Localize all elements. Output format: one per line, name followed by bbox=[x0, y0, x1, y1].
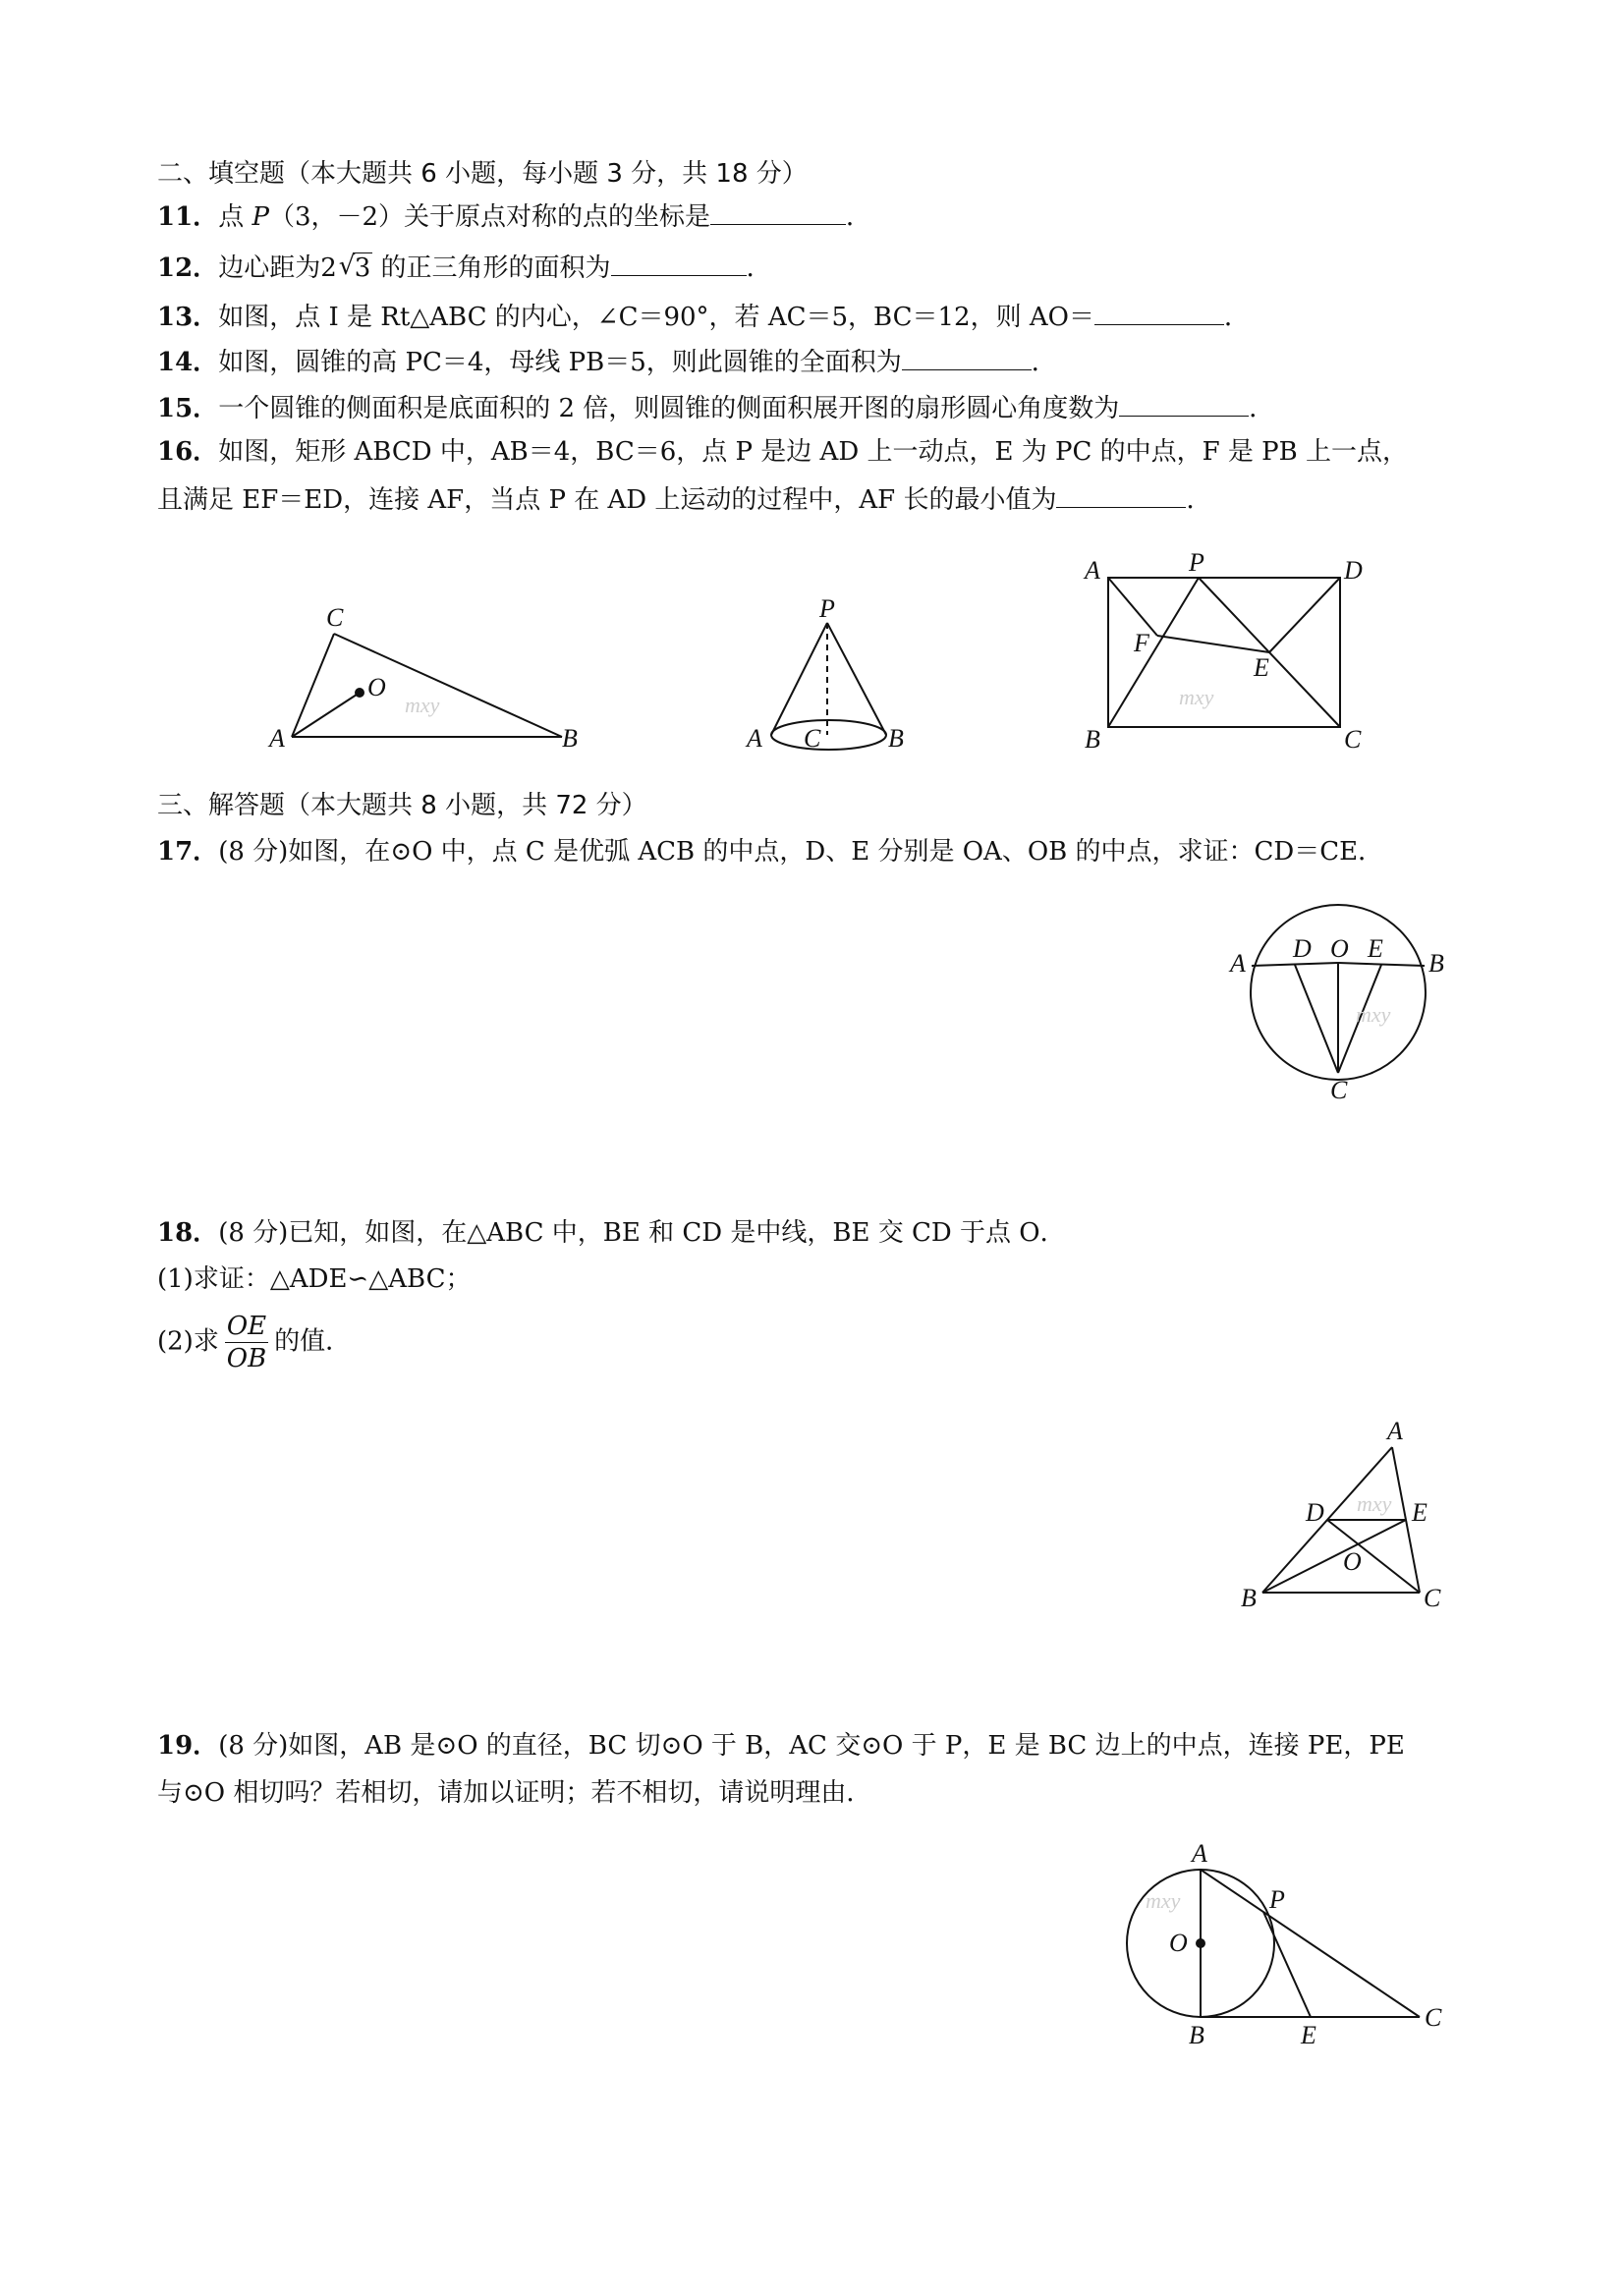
question-number: 18． bbox=[157, 1218, 219, 1248]
question-text: 如图，圆锥的高 PC＝4，母线 PB＝5，则此圆锥的全面积为 bbox=[218, 348, 902, 377]
figure-16-rectangle bbox=[1081, 545, 1375, 761]
label-c: C bbox=[804, 724, 821, 753]
fraction bbox=[225, 1311, 268, 1374]
label-o: O bbox=[1330, 934, 1349, 963]
question-number: 15． bbox=[157, 394, 219, 423]
question-text: 边心距为 bbox=[218, 253, 321, 283]
label-d: D bbox=[1344, 556, 1363, 585]
label-c: C bbox=[326, 603, 344, 632]
figure-17-circle bbox=[1228, 884, 1464, 1110]
watermark: mxy bbox=[1146, 1888, 1181, 1913]
label-c: C bbox=[1344, 725, 1362, 754]
question-text: 且满足 EF＝ED，连接 AF，当点 P 在 AD 上运动的过程中，AF 长的最小值为 bbox=[157, 485, 1057, 515]
question-text: 的值． bbox=[274, 1326, 352, 1357]
label-b: B bbox=[562, 724, 578, 753]
label-c: C bbox=[1330, 1076, 1348, 1104]
question-19-line-1 bbox=[157, 1729, 1405, 1763]
figure-19-tangent-circle bbox=[1100, 1827, 1454, 2063]
question-text: 如图，矩形 ABCD 中，AB＝4，BC＝6，点 P 是边 AD 上一动点，E 为 PC 的中点，F 是 PB 上一点， bbox=[218, 437, 1409, 467]
label-b: B bbox=[1189, 2021, 1204, 2049]
label-b: B bbox=[1085, 725, 1100, 754]
question-variable: P bbox=[252, 202, 269, 232]
label-e: E bbox=[1254, 653, 1269, 682]
question-19-line-2 bbox=[157, 1776, 871, 1810]
question-number: 19． bbox=[157, 1731, 219, 1761]
section-2-header: 二、填空题（本大题共 6 小题，每小题 3 分，共 18 分） bbox=[157, 159, 808, 189]
question-18 bbox=[157, 1216, 1066, 1250]
question-text: 一个圆锥的侧面积是底面积的 2 倍，则圆锥的侧面积展开图的扇形圆心角度数为 bbox=[218, 394, 1120, 423]
question-15 bbox=[157, 390, 1274, 425]
figure-18-triangle bbox=[1233, 1410, 1459, 1621]
label-e: E bbox=[1368, 934, 1383, 963]
question-text: (8 分)已知，如图，在△ABC 中，BE 和 CD 是中线，BE 交 CD 于点 O． bbox=[218, 1218, 1066, 1248]
question-14 bbox=[157, 344, 1057, 379]
figure-13-triangle bbox=[255, 594, 599, 761]
question-end: ． bbox=[746, 253, 772, 283]
question-number: 17． bbox=[157, 837, 219, 867]
watermark: mxy bbox=[405, 693, 440, 717]
question-text: （3，－2）关于原点对称的点的坐标是 bbox=[268, 202, 711, 232]
watermark: mxy bbox=[1356, 1002, 1391, 1027]
fraction-denominator: OB bbox=[226, 1344, 267, 1373]
question-17 bbox=[157, 835, 1383, 868]
label-p: P bbox=[1189, 548, 1204, 577]
question-text: 的正三角形的面积为 bbox=[372, 253, 611, 283]
question-end: ． bbox=[1249, 394, 1275, 423]
label-e: E bbox=[1412, 1498, 1427, 1527]
question-number: 12． bbox=[157, 253, 219, 283]
question-end: ． bbox=[1223, 303, 1250, 332]
question-end: ． bbox=[1031, 348, 1057, 377]
figure-14-cone bbox=[737, 589, 923, 761]
label-b: B bbox=[888, 724, 904, 753]
label-a: A bbox=[1387, 1417, 1403, 1445]
label-f: F bbox=[1134, 629, 1149, 657]
label-d: D bbox=[1293, 934, 1312, 963]
label-c: C bbox=[1424, 1584, 1441, 1612]
question-text: 与⊙O 相切吗？若相切，请加以证明；若不相切，请说明理由． bbox=[157, 1778, 872, 1808]
question-number: 16． bbox=[157, 437, 219, 467]
question-text: (8 分)如图，在⊙O 中，点 C 是优弧 ACB 的中点，D、E 分别是 OA、OB 的中点，求证：CD＝CE． bbox=[218, 837, 1384, 867]
label-a: A bbox=[269, 724, 285, 753]
question-11 bbox=[157, 198, 871, 234]
question-18-part-1: (1)求证：△ADE∽△ABC； bbox=[157, 1264, 472, 1294]
label-p: P bbox=[819, 594, 835, 623]
label-a: A bbox=[1085, 556, 1100, 585]
question-number: 11． bbox=[157, 202, 219, 232]
question-18-part-2 bbox=[157, 1311, 351, 1374]
radicand: 3 bbox=[354, 253, 371, 283]
answer-blank[interactable] bbox=[611, 250, 747, 276]
question-end: ． bbox=[846, 202, 872, 232]
label-o: O bbox=[1343, 1547, 1362, 1576]
label-d: D bbox=[1306, 1498, 1324, 1527]
watermark: mxy bbox=[1179, 685, 1214, 709]
question-text: (2)求 bbox=[157, 1326, 219, 1357]
answer-blank[interactable] bbox=[1094, 299, 1224, 325]
sqrt-symbol bbox=[339, 252, 373, 285]
watermark: mxy bbox=[1357, 1491, 1392, 1516]
question-text: 如图，点 I 是 Rt△ABC 的内心，∠C＝90°，若 AC＝5，BC＝12，则 AO＝ bbox=[218, 303, 1094, 332]
label-c: C bbox=[1425, 2003, 1442, 2032]
label-a: A bbox=[1192, 1839, 1207, 1868]
coefficient: 2 bbox=[320, 253, 337, 283]
question-end: ． bbox=[1186, 485, 1212, 515]
label-a: A bbox=[747, 724, 762, 753]
label-o: O bbox=[367, 673, 386, 701]
question-text: (8 分)如图，AB 是⊙O 的直径，BC 切⊙O 于 B，AC 交⊙O 于 P，E 是 BC 边上的中点，连接 PE，PE bbox=[218, 1731, 1405, 1761]
question-number: 13． bbox=[157, 303, 219, 332]
question-12 bbox=[157, 250, 772, 285]
answer-blank[interactable] bbox=[1119, 390, 1249, 417]
question-text: 点 bbox=[218, 202, 252, 232]
label-o: O bbox=[1169, 1929, 1188, 1957]
label-e: E bbox=[1301, 2021, 1316, 2049]
question-16-line-1 bbox=[157, 435, 1408, 469]
answer-blank[interactable] bbox=[902, 344, 1032, 370]
answer-blank[interactable] bbox=[1056, 481, 1186, 508]
section-3-header: 三、解答题（本大题共 8 小题，共 72 分） bbox=[157, 791, 647, 820]
label-p: P bbox=[1269, 1885, 1285, 1914]
question-13 bbox=[157, 299, 1250, 334]
label-b: B bbox=[1241, 1584, 1257, 1612]
answer-blank[interactable] bbox=[710, 198, 846, 225]
center-point bbox=[1196, 1938, 1205, 1948]
incenter-point bbox=[355, 688, 364, 698]
label-a: A bbox=[1230, 949, 1246, 978]
question-number: 14． bbox=[157, 348, 219, 377]
question-16-line-2 bbox=[157, 481, 1211, 517]
fraction-numerator: OE bbox=[226, 1312, 267, 1341]
label-b: B bbox=[1428, 949, 1444, 978]
